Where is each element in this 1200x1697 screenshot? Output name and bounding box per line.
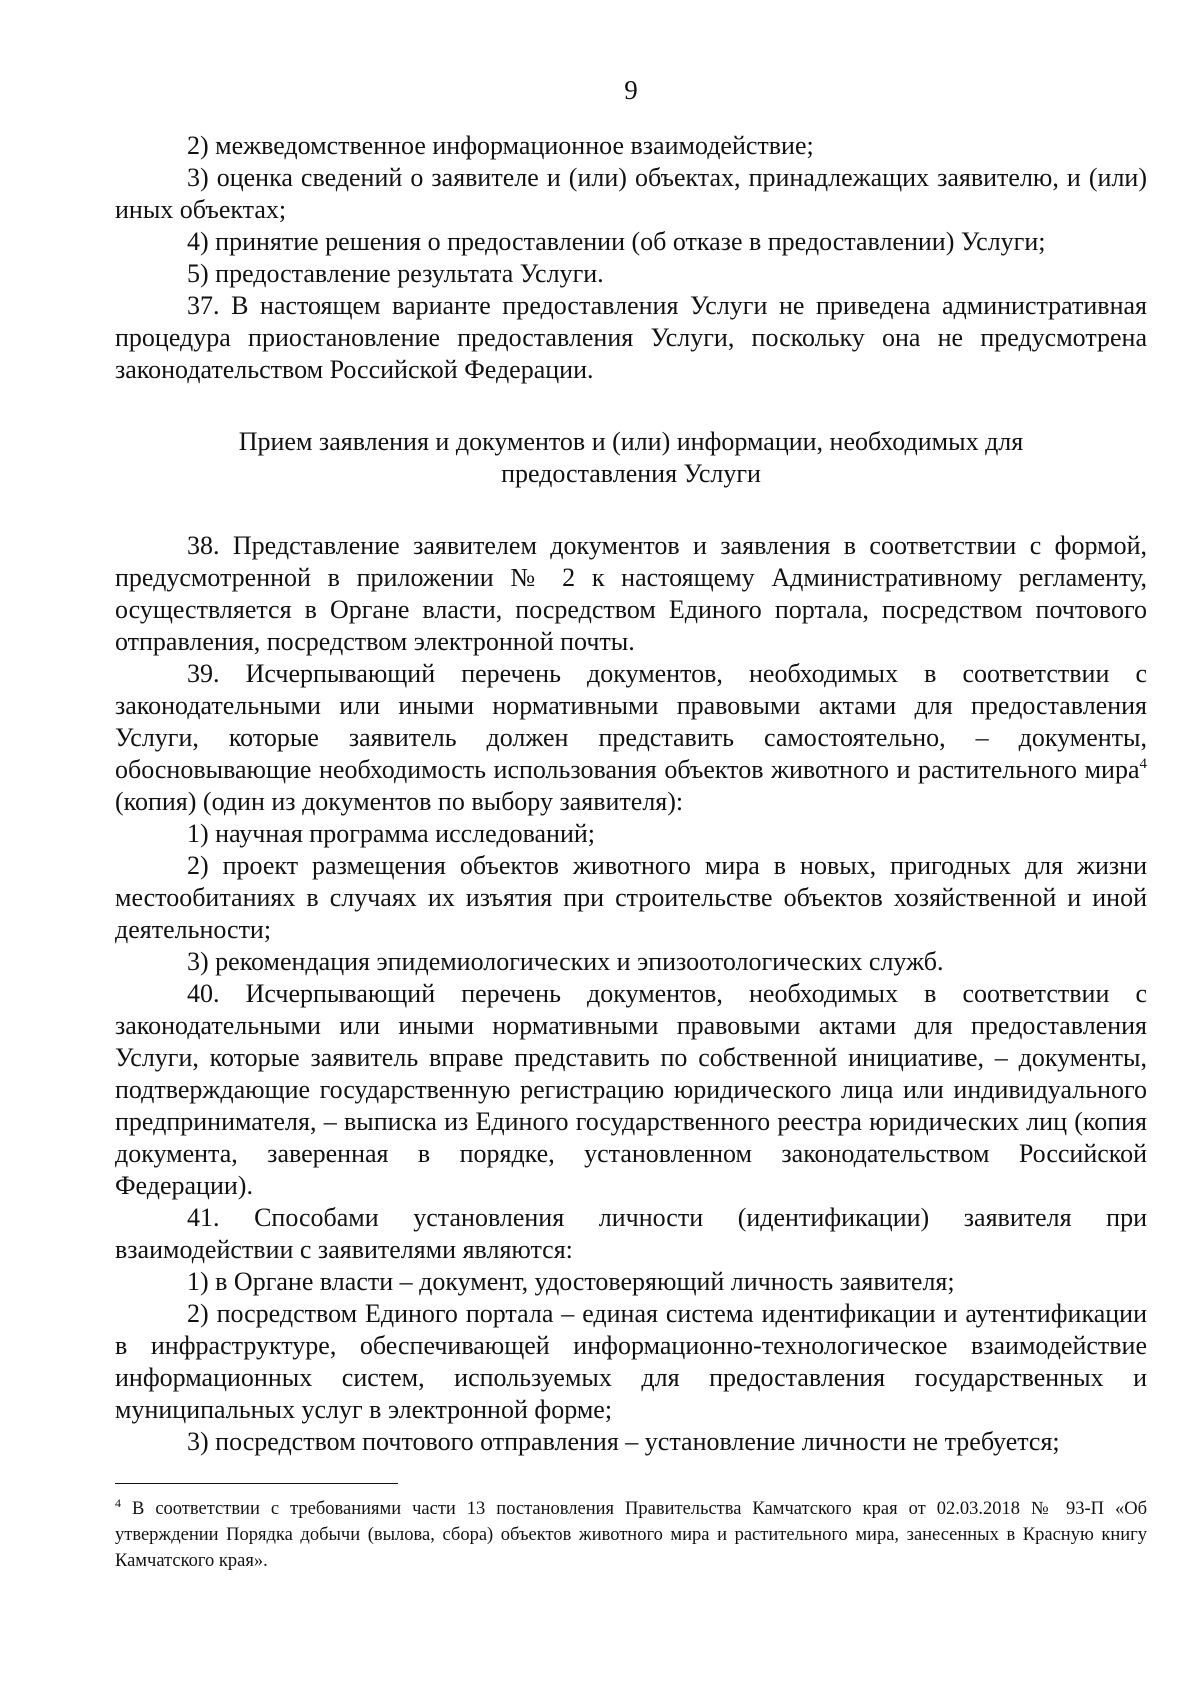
section-heading-line-2: предоставления Услуги bbox=[501, 459, 761, 488]
document-body bbox=[115, 130, 1147, 1458]
list-item-5-result: 5) предоставление результата Услуги. bbox=[187, 259, 604, 288]
paragraph-39-item-3: 3) рекомендация эпидемиологических и эпизоотологических служб. bbox=[187, 947, 944, 976]
paragraph-41-item-2: 2) посредством Единого портала – единая система идентификации и аутентификации в инфраструктуре, обеспечивающей информационно-технологическое взаимодействие информационных систем, используемых для предоставления государственных и муниципальных услуг в электронной форме; bbox=[115, 1299, 1147, 1424]
paragraph-39-text-end: (копия) (один из документов по выбору заявителя): bbox=[115, 787, 684, 816]
paragraph-37: 37. В настоящем варианте предоставления Услуги не приведена административная процедура приостановление предоставления Услуги, поскольку она не предусмотрена законодательством Российской Федерации. bbox=[115, 291, 1147, 384]
footnote-text: В соответствии с требованиями части 13 постановления Правительства Камчатского края от 02.03.2018 № 93-П «Об утверждении Порядка добычи (вылова, сбора) объектов животного мира и растительного мира, занесенных в Красную книгу Камчатского края». bbox=[115, 1499, 1147, 1571]
page-number: 9 bbox=[624, 75, 638, 105]
footnote-separator bbox=[115, 1483, 398, 1484]
paragraph-41-item-1: 1) в Органе власти – документ, удостоверяющий личность заявителя; bbox=[187, 1267, 955, 1296]
footnote-reference: 4 bbox=[1139, 756, 1147, 772]
list-item-4-decision: 4) принятие решения о предоставлении (об отказе в предоставлении) Услуги; bbox=[187, 227, 1046, 256]
list-item-3-evaluation: 3) оценка сведений о заявителе и (или) объектах, принадлежащих заявителю, и (или) иных объектах; bbox=[115, 163, 1147, 224]
paragraph-38: 38. Представление заявителем документов и заявления в соответствии с формой, предусмотренной в приложении № 2 к настоящему Административному регламенту, осуществляется в Органе власти, посредством Единого портала, посредством почтового отправления, посредством электронной почты. bbox=[115, 531, 1147, 656]
list-item-2-interagency: 2) межведомственное информационное взаимодействие; bbox=[187, 131, 814, 160]
paragraph-39-item-1: 1) научная программа исследований; bbox=[187, 819, 596, 848]
section-heading-line-1: Прием заявления и документов и (или) информации, необходимых для bbox=[238, 427, 1024, 456]
paragraph-39 bbox=[115, 658, 1147, 818]
section-heading bbox=[115, 426, 1147, 490]
footnote-mark: 4 bbox=[115, 1496, 121, 1510]
footnote bbox=[115, 1496, 1147, 1574]
paragraph-39-item-2: 2) проект размещения объектов животного мира в новых, пригодных для жизни местообитаниях в случаях их изъятия при строительстве объектов хозяйственной и иной деятельности; bbox=[115, 851, 1147, 944]
document-page bbox=[115, 0, 1147, 1697]
paragraph-40: 40. Исчерпывающий перечень документов, необходимых в соответствии с законодательными или иными нормативными правовыми актами для предоставления Услуги, которые заявитель вправе представить по собственной инициативе, – документы, подтверждающие государственную регистрацию юридического лица или индивидуального предпринимателя, – выписка из Единого государственного реестра юридических лиц (копия документа, заверенная в порядке, установленном законодательством Российской Федерации). bbox=[115, 979, 1147, 1200]
paragraph-41-item-3: 3) посредством почтового отправления – установление личности не требуется; bbox=[187, 1427, 1060, 1456]
paragraph-39-text-start: 39. Исчерпывающий перечень документов, необходимых в соответствии с законодательными или иными нормативными правовыми актами для предоставления Услуги, которые заявитель должен представить самостоятельно, – документы, обосновывающие необходимость использования объектов животного и растительного мира bbox=[115, 659, 1147, 784]
paragraph-41: 41. Способами установления личности (идентификации) заявителя при взаимодействии с заявителями являются: bbox=[115, 1203, 1147, 1264]
